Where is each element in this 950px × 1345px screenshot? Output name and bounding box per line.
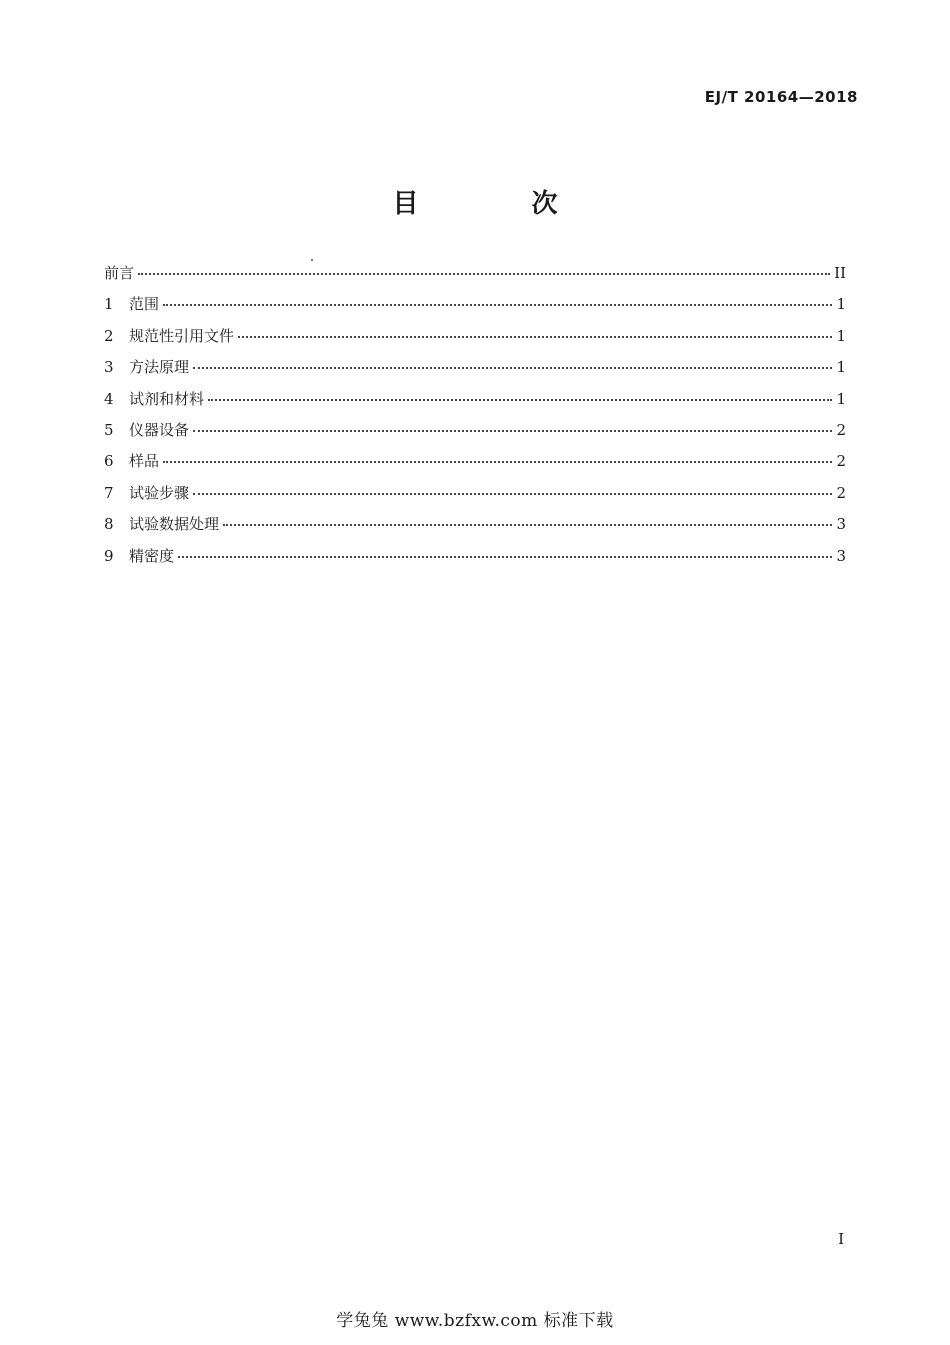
toc-leader-dots bbox=[163, 304, 832, 306]
toc-title: 目 次 bbox=[392, 189, 610, 219]
toc-entry-label: 规范性引用文件 bbox=[129, 326, 235, 345]
toc-entry-page: 3 bbox=[836, 546, 846, 565]
toc-entry-7[interactable] bbox=[104, 482, 846, 513]
toc-entry-4[interactable] bbox=[104, 388, 846, 419]
page-number: I bbox=[838, 1230, 844, 1248]
toc-entry-number: 6 bbox=[104, 452, 114, 471]
toc-entry-label: 前言 bbox=[104, 264, 135, 282]
toc-leader-dots bbox=[193, 493, 832, 495]
toc-entry-page: 2 bbox=[836, 483, 846, 502]
toc-entry-label: 范围 bbox=[129, 295, 160, 314]
toc-entry-label: 样品 bbox=[129, 452, 160, 471]
toc-entry-3[interactable] bbox=[104, 356, 846, 387]
toc-entry-label: 仪器设备 bbox=[129, 420, 190, 439]
toc-leader-dots bbox=[163, 461, 832, 463]
toc-leader-dots bbox=[138, 273, 830, 275]
toc-entry-8[interactable] bbox=[104, 513, 846, 544]
toc-entry-1[interactable] bbox=[104, 293, 846, 324]
toc-entry-5[interactable] bbox=[104, 419, 846, 450]
document-code: EJ/T 20164—2018 bbox=[704, 88, 858, 106]
toc-entry-label: 试验步骤 bbox=[129, 483, 190, 502]
toc-entry-page: 1 bbox=[836, 358, 846, 377]
table-of-contents bbox=[104, 262, 846, 576]
toc-entry-number: 2 bbox=[104, 326, 114, 345]
toc-entry-9[interactable] bbox=[104, 545, 846, 576]
toc-entry-number: 3 bbox=[104, 358, 114, 377]
toc-leader-dots bbox=[178, 556, 832, 558]
toc-entry-page: 1 bbox=[836, 389, 846, 408]
toc-leader-dots bbox=[208, 399, 832, 401]
toc-entry-label: 试验数据处理 bbox=[129, 515, 220, 534]
toc-entry-number: 9 bbox=[104, 546, 114, 565]
toc-entry-foreword[interactable] bbox=[104, 262, 846, 293]
toc-entry-label: 方法原理 bbox=[129, 358, 190, 377]
toc-entry-page: II bbox=[834, 264, 846, 282]
toc-entry-number: 4 bbox=[104, 389, 114, 408]
toc-entry-6[interactable] bbox=[104, 450, 846, 481]
toc-entry-page: 2 bbox=[836, 452, 846, 471]
toc-entry-number: 5 bbox=[104, 420, 114, 439]
toc-entry-label: 精密度 bbox=[129, 546, 175, 565]
toc-leader-dots bbox=[193, 430, 832, 432]
toc-entry-page: 3 bbox=[836, 515, 846, 534]
toc-entry-number: 7 bbox=[104, 483, 114, 502]
toc-entry-number: 1 bbox=[104, 295, 114, 314]
footer-watermark: 学兔兔 www.bzfxw.com 标准下载 bbox=[336, 1311, 614, 1331]
toc-entry-number: 8 bbox=[104, 515, 114, 534]
toc-entry-page: 1 bbox=[836, 326, 846, 345]
toc-leader-dots bbox=[238, 336, 832, 338]
toc-entry-page: 2 bbox=[836, 420, 846, 439]
toc-entry-label: 试剂和材料 bbox=[129, 389, 205, 408]
toc-entry-2[interactable] bbox=[104, 325, 846, 356]
scan-speck bbox=[311, 259, 313, 261]
toc-entry-page: 1 bbox=[836, 295, 846, 314]
toc-leader-dots bbox=[193, 367, 832, 369]
toc-leader-dots bbox=[223, 524, 832, 526]
